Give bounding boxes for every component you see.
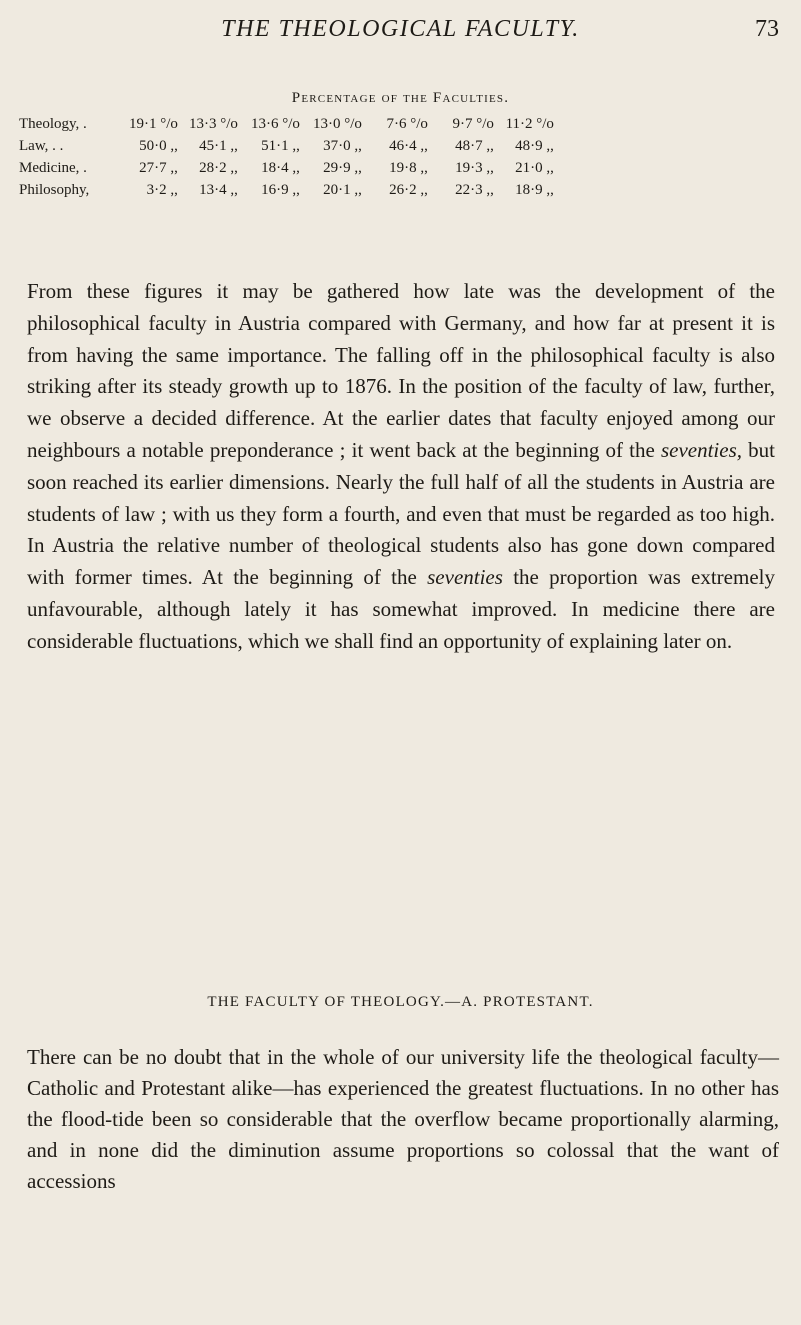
table-cell: 27·7 ,,: [139, 159, 178, 176]
table-cell: 22·3 ,,: [455, 181, 494, 198]
running-title: THE THEOLOGICAL FACULTY.: [221, 16, 580, 42]
table-cell: 46·4 ,,: [389, 137, 428, 154]
table-cell: 20·1 ,,: [323, 181, 362, 198]
table-cell: 19·8 ,,: [389, 159, 428, 176]
table-cell: 37·0 ,,: [323, 137, 362, 154]
table-cell: 48·7 ,,: [455, 137, 494, 154]
table-row: [19, 157, 554, 179]
section-heading: THE FACULTY OF THEOLOGY.—A. PROTESTANT.: [207, 994, 594, 1010]
table-row: [19, 113, 554, 135]
table-cell: 19·3 ,,: [455, 159, 494, 176]
row-label: Medicine, .: [19, 159, 87, 176]
table-row: [19, 135, 554, 157]
percentage-table-body: [19, 113, 554, 201]
table-cell: 48·9 ,,: [515, 137, 554, 154]
paragraph-italic-term: seventies,: [660, 437, 742, 462]
row-label: Theology, .: [19, 115, 87, 132]
paragraph-text: but soon reached its earlier dimensions. Nearly the full half of all the students in Austria are students of law ; with us they form a fourth, and even that must be regarded as too high. In Austria the relative number of theological students also has gone down compared with former times. At the beginning of the: [27, 437, 775, 590]
table-cell: 13·6 °/o: [251, 115, 300, 132]
table-cell: 11·2 °/o: [505, 115, 554, 132]
table-cell: 28·2 ,,: [199, 159, 238, 176]
table-row: [19, 179, 554, 201]
paragraph-faculty-comparison: [27, 276, 775, 658]
table-cell: 3·2 ,,: [146, 181, 178, 198]
table-cell: 13·3 °/o: [189, 115, 238, 132]
row-label: Law, . .: [19, 137, 64, 154]
row-label: Philosophy,: [19, 181, 90, 198]
paragraph-theology-protestant: There can be no doubt that in the whole of our university life the theological faculty—Catholic and Protestant alike—has experienced the greatest fluctuations. In no other has the flood-tide been so considerable that the overflow became proportionally alarming, and in none did the diminution assume proportions so colossal that the want of accessions: [27, 1045, 779, 1193]
table-cell: 13·0 °/o: [313, 115, 362, 132]
table-cell: 51·1 ,,: [261, 137, 300, 154]
percentage-table: [19, 113, 554, 201]
table-cell: 9·7 °/o: [452, 115, 494, 132]
paragraph-text: the proportion was extremely unfavourable, although lately it has somewhat improved. In medicine there are considerable fluctuations, which we shall find an opportunity of explaining later on.: [27, 565, 775, 653]
page-number: 73: [755, 16, 779, 42]
table-cell: 19·1 °/o: [129, 115, 178, 132]
running-head: [0, 16, 801, 56]
table-cell: 13·4 ,,: [199, 181, 238, 198]
paragraph-text: From these figures it may be gathered how late was the development of the philosophical faculty in Austria compared with Germany, and how far at present it is from having the same importance. The falling off in the philosophical faculty is also striking after its steady growth up to 1876. In the position of the faculty of law, further, we observe a decided difference. At the earlier dates that faculty enjoyed among our neighbours a notable preponderance ; it went back at the beginning of the: [27, 279, 775, 462]
table-cell: 45·1 ,,: [199, 137, 238, 154]
table-cell: 21·0 ,,: [515, 159, 554, 176]
table-cell: 7·6 °/o: [386, 115, 428, 132]
table-title: Percentage of the Faculties.: [291, 90, 510, 106]
table-cell: 18·4 ,,: [261, 159, 300, 176]
table-cell: 29·9 ,,: [323, 159, 362, 176]
table-cell: 26·2 ,,: [389, 181, 428, 198]
table-cell: 16·9 ,,: [261, 181, 300, 198]
table-cell: 18·9 ,,: [515, 181, 554, 198]
paragraph-italic-term: seventies: [427, 565, 503, 590]
table-cell: 50·0 ,,: [139, 137, 178, 154]
